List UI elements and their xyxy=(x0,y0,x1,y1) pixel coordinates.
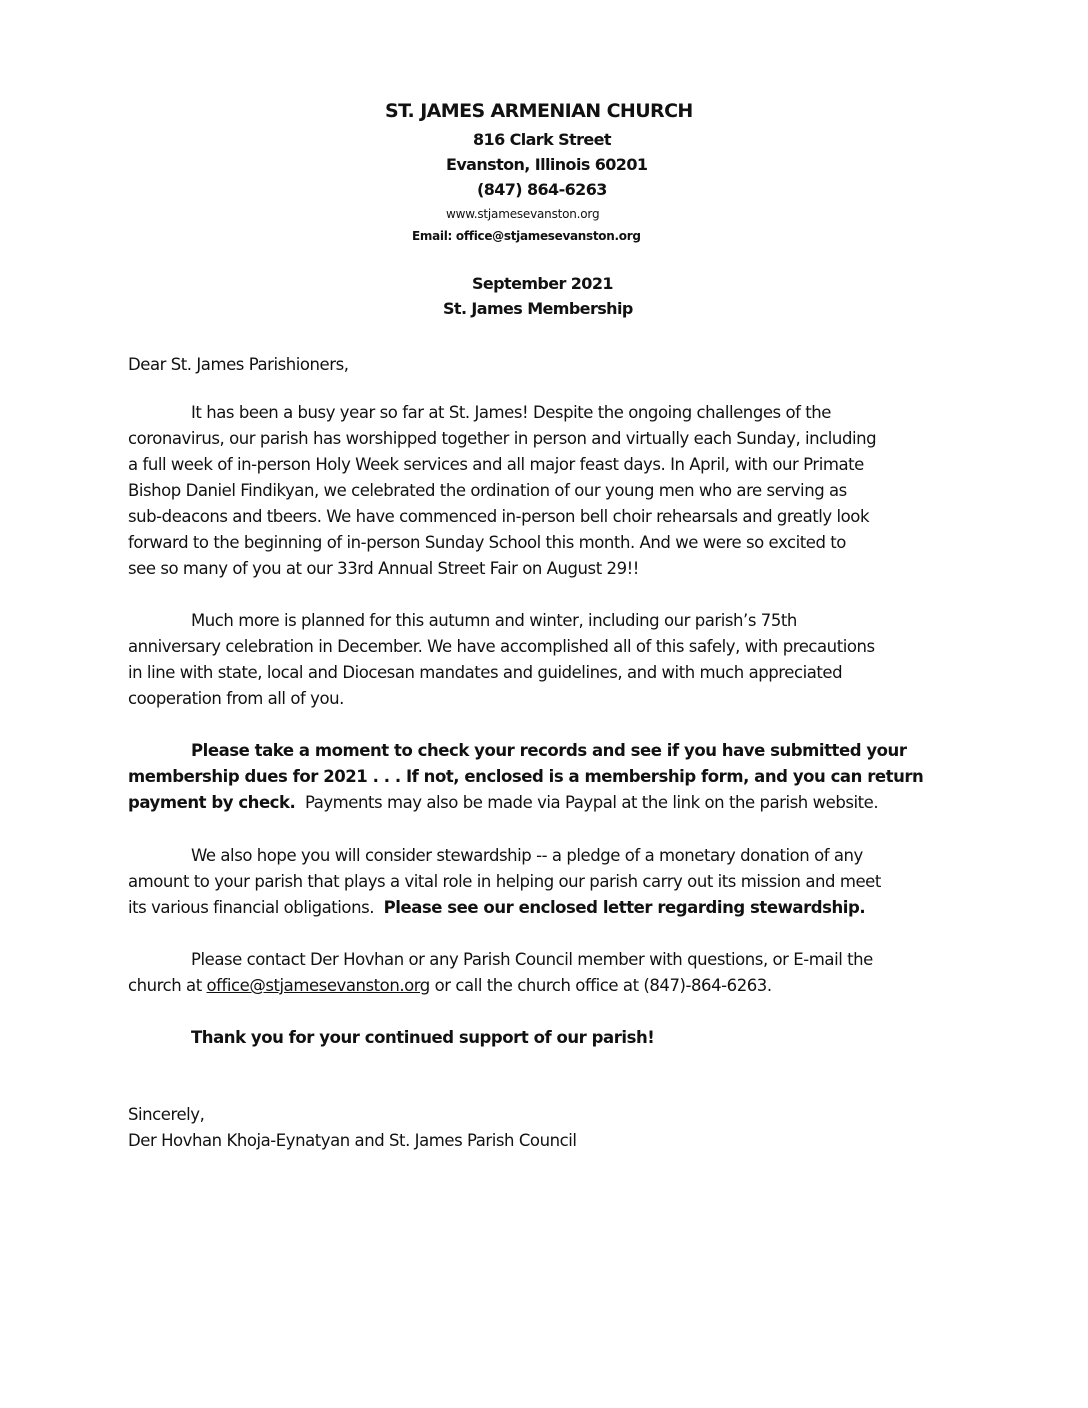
paragraph-line: We also hope you will consider stewardship -- a pledge of a monetary donation of any xyxy=(191,846,863,865)
paragraph-line: a full week of in-person Holy Week services and all major feast days. In April, with our Primate xyxy=(128,455,864,474)
dues-request-text: membership dues for 2021 . . . If not, enclosed is a membership form, and you can return xyxy=(128,767,924,786)
paragraph-line xyxy=(128,738,968,764)
paragraph-line: forward to the beginning of in-person Sunday School this month. And we were so excited to xyxy=(128,533,846,552)
paragraph-line xyxy=(128,973,968,999)
closing-block xyxy=(128,1102,968,1154)
office-email-link[interactable]: office@stjamesevanston.org xyxy=(206,976,430,995)
signature: Der Hovhan Khoja-Eynatyan and St. James Parish Council xyxy=(128,1131,577,1150)
paragraph-contact xyxy=(128,947,968,999)
paragraph-line xyxy=(128,895,968,921)
website: www.stjamesevanston.org xyxy=(446,207,600,221)
paragraph-line: cooperation from all of you. xyxy=(128,689,344,708)
salutation-block xyxy=(128,352,968,378)
church-name: ST. JAMES ARMENIAN CHURCH xyxy=(385,100,693,122)
paragraph-activities xyxy=(128,400,968,582)
paragraph-line: coronavirus, our parish has worshipped together in person and virtually each Sunday, including xyxy=(128,429,877,448)
closing: Sincerely, xyxy=(128,1105,205,1124)
paragraph-plans xyxy=(128,608,968,712)
paragraph-line: sub-deacons and tbeers. We have commenced in-person bell choir rehearsals and greatly look xyxy=(128,507,870,526)
salutation: Dear St. James Parishioners, xyxy=(128,355,349,374)
phone-number: (847) 864-6263 xyxy=(477,180,607,199)
letter-date: September 2021 xyxy=(472,274,613,293)
paragraph-line: Please contact Der Hovhan or any Parish Council member with questions, or E-mail the xyxy=(191,950,873,969)
paypal-note: Payments may also be made via Paypal at the link on the parish website. xyxy=(295,793,879,812)
paragraph-line xyxy=(128,790,968,816)
contact-text: church at xyxy=(128,976,207,995)
dues-request-text: payment by check. xyxy=(128,793,296,812)
thanks-block xyxy=(128,1025,968,1051)
paragraph-line: Bishop Daniel Findikyan, we celebrated the ordination of our young men who are serving as xyxy=(128,481,847,500)
paragraph-line xyxy=(128,764,968,790)
stewardship-note: Please see our enclosed letter regarding stewardship. xyxy=(383,898,866,917)
paragraph-line: anniversary celebration in December. We have accomplished all of this safely, with precautions xyxy=(128,637,875,656)
paragraph-stewardship xyxy=(128,843,968,921)
paragraph-line: see so many of you at our 33rd Annual Street Fair on August 29!! xyxy=(128,559,639,578)
street-address: 816 Clark Street xyxy=(473,130,611,149)
city-state-zip: Evanston, Illinois 60201 xyxy=(446,155,648,174)
letter-subject: St. James Membership xyxy=(443,299,633,318)
letterhead-email: Email: office@stjamesevanston.org xyxy=(412,229,641,243)
paragraph-line: amount to your parish that plays a vital role in helping our parish carry out its mission and meet xyxy=(128,872,881,891)
paragraph-line xyxy=(128,1025,968,1051)
paragraph-line: It has been a busy year so far at St. James! Despite the ongoing challenges of the xyxy=(191,403,832,422)
contact-text: or call the church office at (847)-864-6263. xyxy=(429,976,772,995)
dues-request-text: Please take a moment to check your records and see if you have submitted your xyxy=(191,741,907,760)
paragraph-line: in line with state, local and Diocesan mandates and guidelines, and with much appreciated xyxy=(128,663,843,682)
stewardship-text: its various financial obligations. xyxy=(128,898,384,917)
paragraph-membership-dues xyxy=(128,738,968,816)
paragraph-line: Much more is planned for this autumn and winter, including our parish’s 75th xyxy=(191,611,797,630)
thank-you-text: Thank you for your continued support of our parish! xyxy=(191,1028,655,1047)
